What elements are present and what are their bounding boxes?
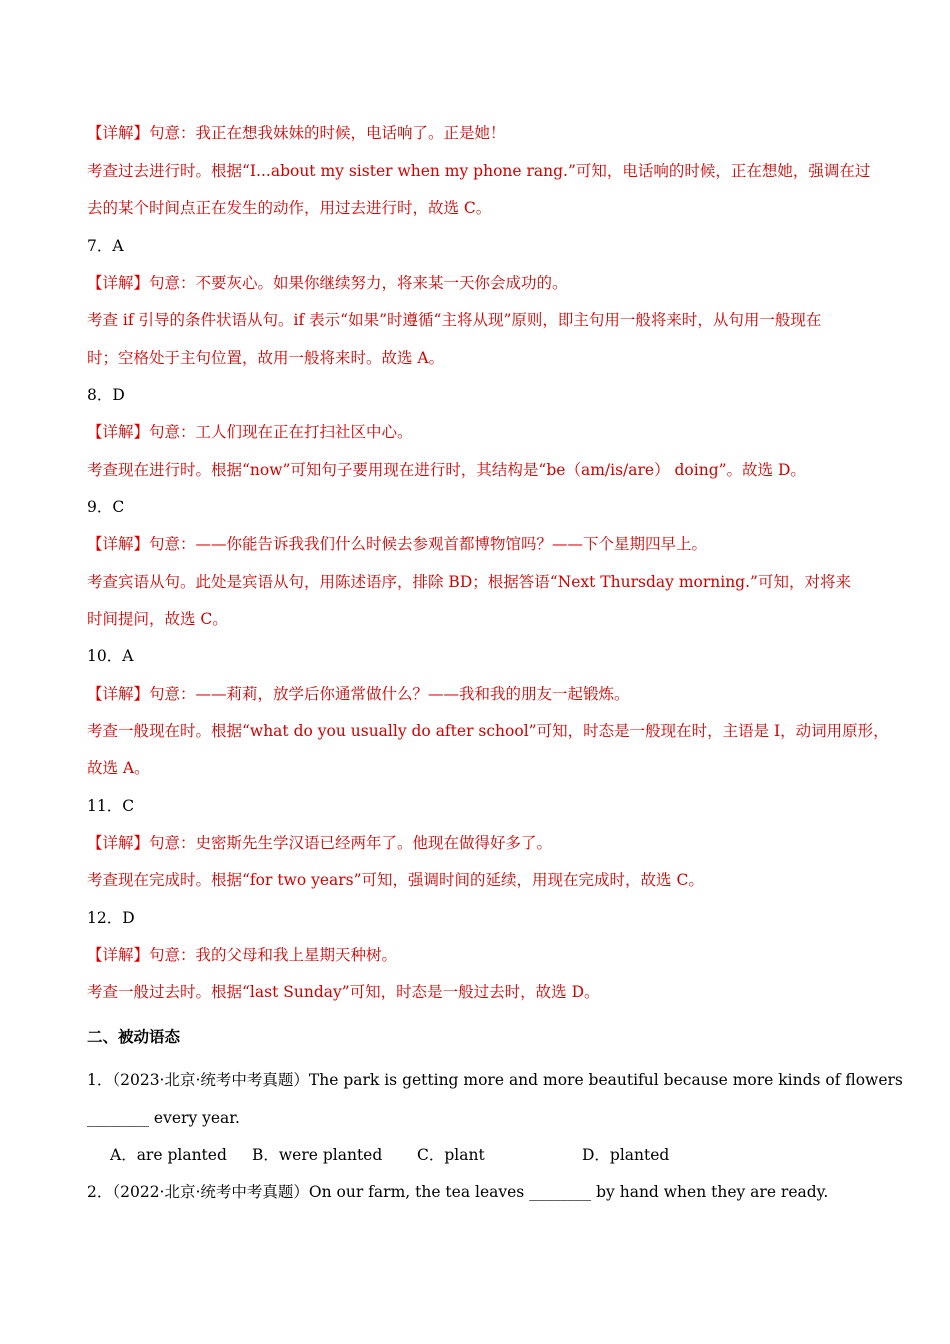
section-heading: 二、被动语态 [87,1028,181,1046]
explanation-line: 时；空格处于主句位置，故用一般将来时。故选 A。 [87,349,445,367]
answer-number: 12．D [87,909,135,927]
explanation-line: 时间提问，故选 C。 [87,610,228,628]
explanation-line: 考查一般过去时。根据“last Sunday”可知，时态是一般过去时，故选 D。 [87,983,600,1001]
explanation-line: 【详解】句意：不要灰心。如果你继续努力，将来某一天你会成功的。 [87,274,568,292]
explanation-line: 考查一般现在时。根据“what do you usually do after school”可知，时态是一般现在时，主语是 I，动词用原形， [87,722,889,740]
explanation-line: 考查过去进行时。根据“I...about my sister when my phone rang.”可知，电话响的时候，正在想她，强调在过 [87,162,871,180]
explanation-line: 【详解】句意：——你能告诉我我们什么时候去参观首都博物馆吗？——下个星期四早上。 [87,535,708,553]
answer-number: 9．C [87,498,125,516]
answer-number: 10．A [87,647,134,665]
explanation-line: 故选 A。 [87,759,150,777]
question-1-stem-continued: ________ every year. [87,1109,240,1127]
question-1-option-a: A．are planted [110,1146,227,1164]
explanation-line: 【详解】句意：——莉莉，放学后你通常做什么？——我和我的朋友一起锻炼。 [87,685,630,703]
explanation-line: 考查现在进行时。根据“now”可知句子要用现在进行时，其结构是“be（am/is/are） doing”。故选 D。 [87,461,806,479]
explanation-line: 【详解】句意：我正在想我妹妹的时候，电话响了。正是她！ [87,124,506,142]
question-1-stem: 1．（2023·北京·统考中考真题）The park is getting more and more beautiful because more kinds of flowers [87,1071,903,1089]
explanation-line: 【详解】句意：史密斯先生学汉语已经两年了。他现在做得好多了。 [87,834,553,852]
answer-number: 8．D [87,386,125,404]
answer-number: 7．A [87,237,124,255]
question-2-stem: 2．（2022·北京·统考中考真题）On our farm, the tea leaves ________ by hand when they are ready. [87,1183,829,1201]
question-1-option-b: B．were planted [252,1146,383,1164]
answer-number: 11．C [87,797,135,815]
explanation-line: 【详解】句意：工人们现在正在打扫社区中心。 [87,423,413,441]
explanation-line: 去的某个时间点正在发生的动作，用过去进行时，故选 C。 [87,199,492,217]
explanation-line: 考查现在完成时。根据“for two years”可知，强调时间的延续，用现在完成时，故选 C。 [87,871,704,889]
question-1-option-d: D．planted [582,1146,670,1164]
explanation-line: 考查 if 引导的条件状语从句。if 表示“如果”时遵循“主将从现”原则，即主句用一般将来时，从句用一般现在 [87,311,822,329]
explanation-line: 【详解】句意：我的父母和我上星期天种树。 [87,946,398,964]
explanation-line: 考查宾语从句。此处是宾语从句，用陈述语序，排除 BD；根据答语“Next Thursday morning.”可知，对将来 [87,573,851,591]
question-1-option-c: C．plant [417,1146,485,1164]
